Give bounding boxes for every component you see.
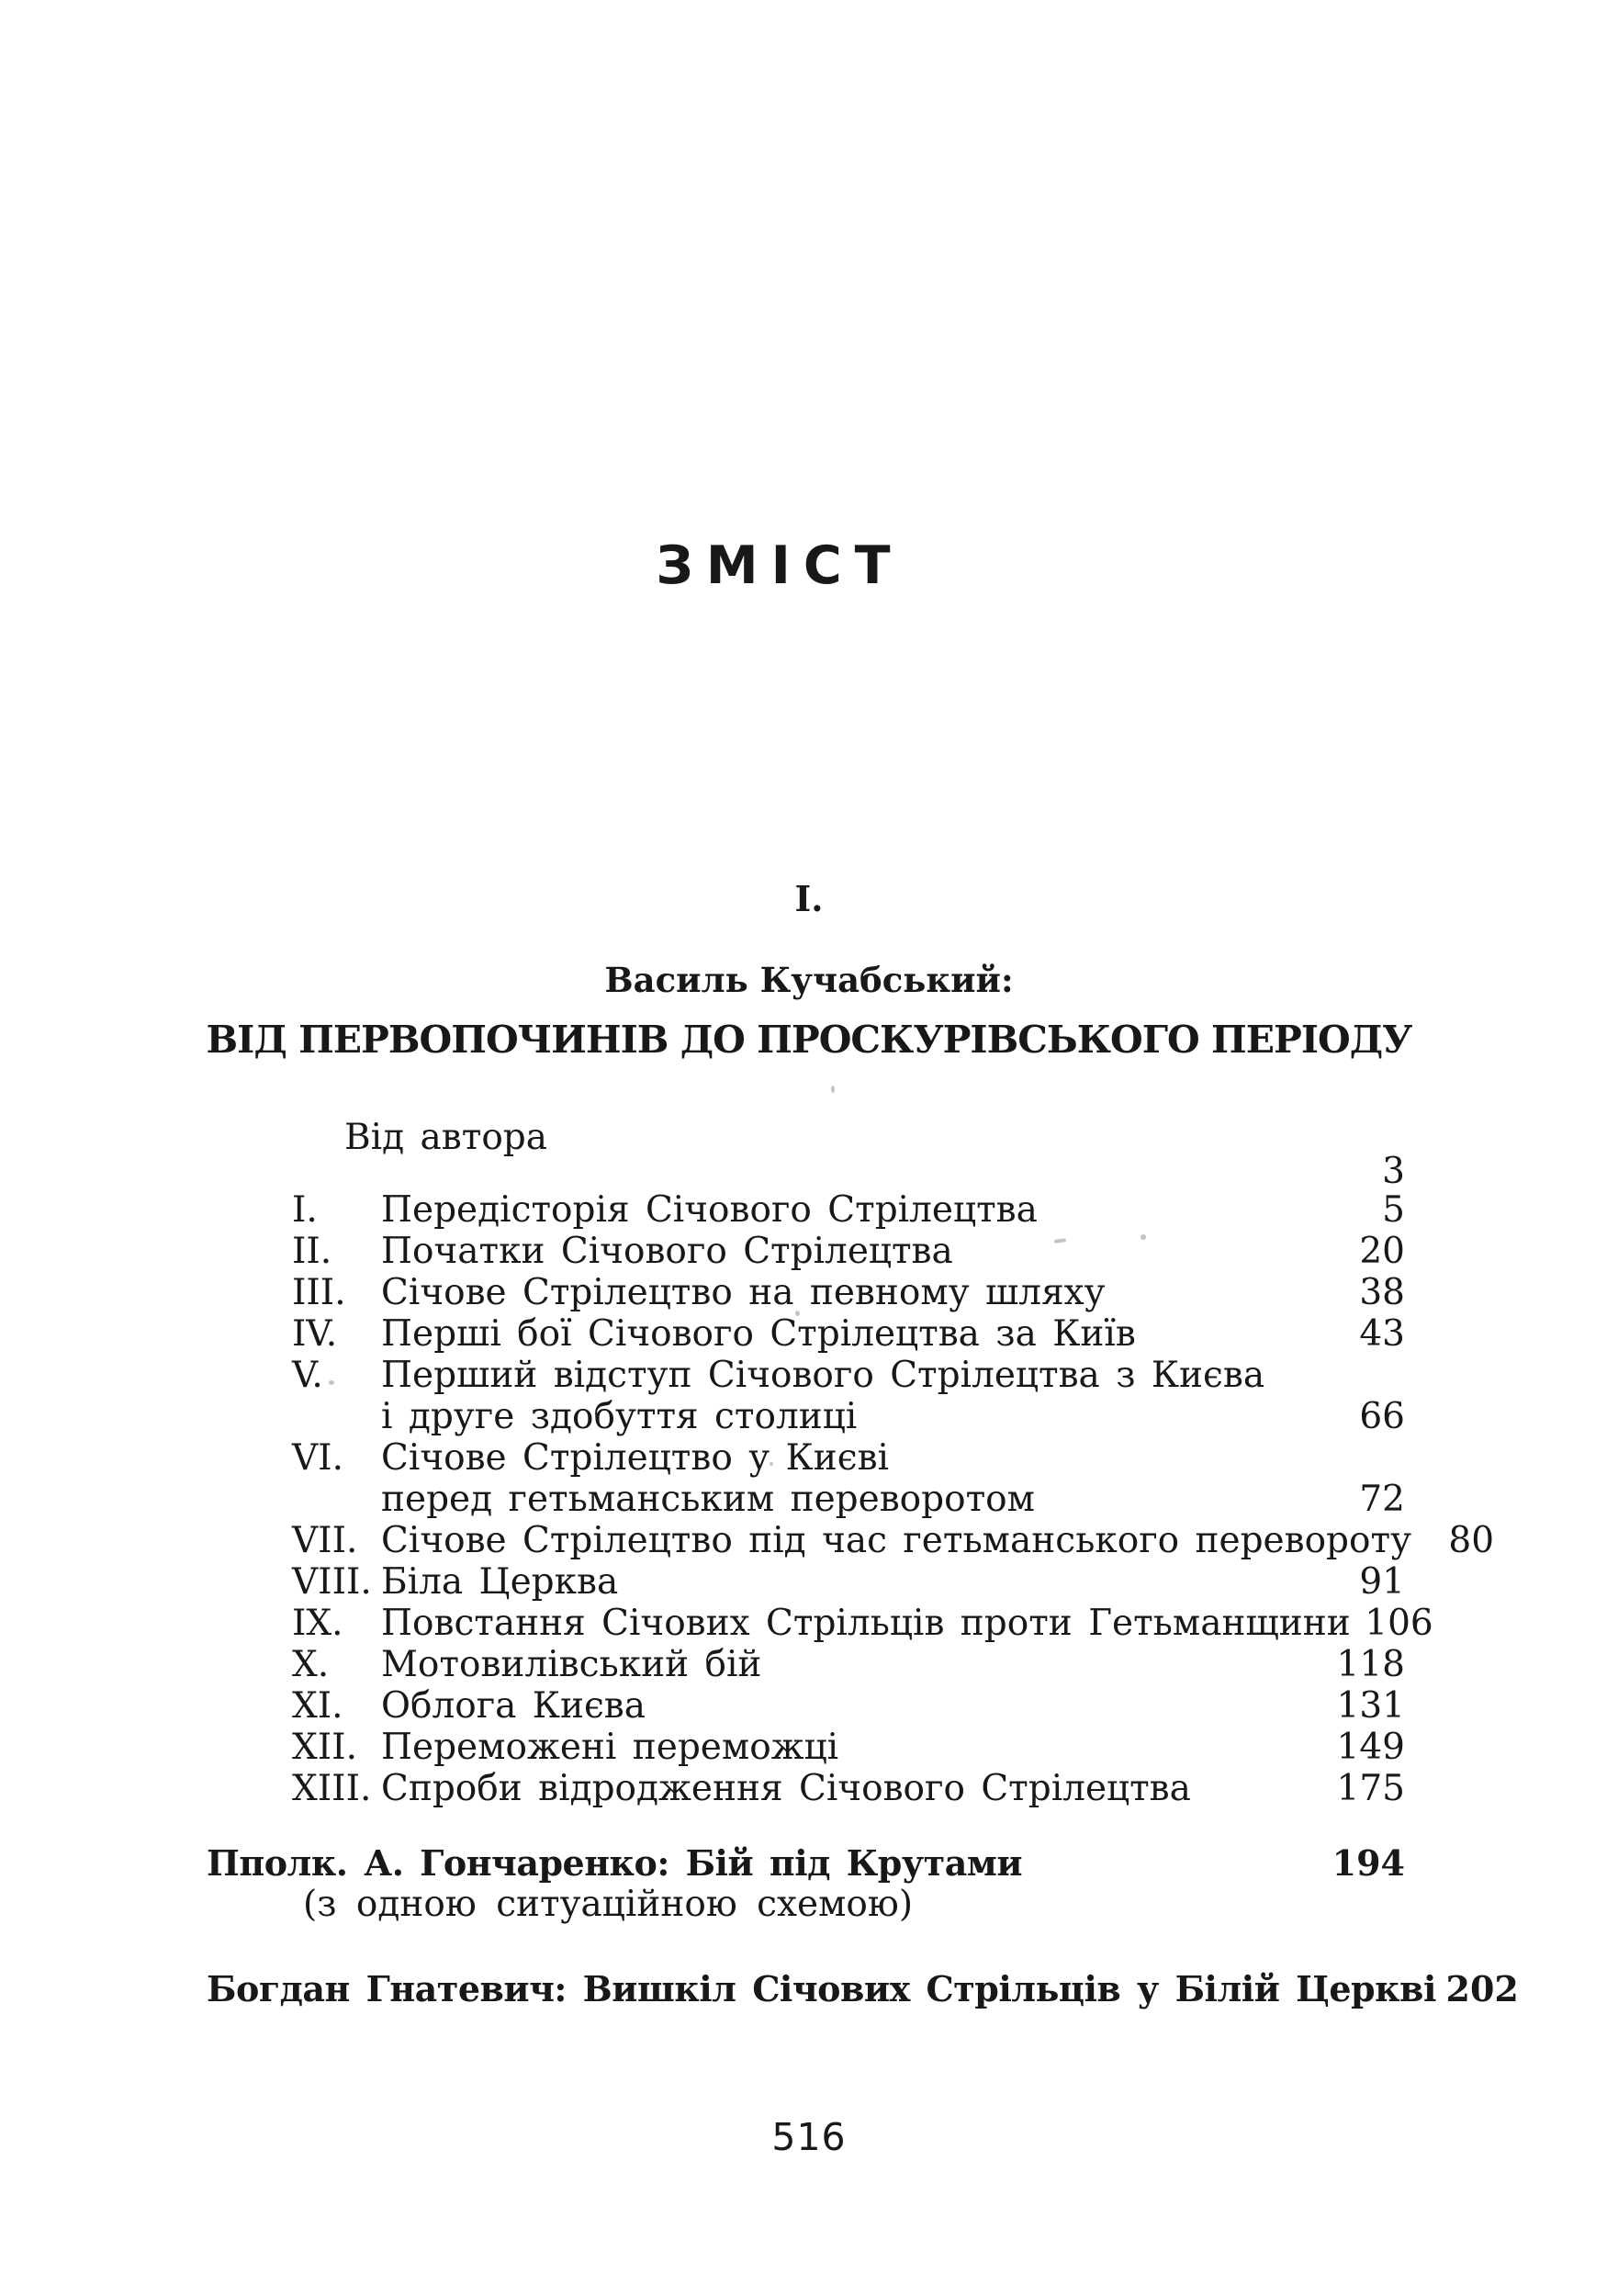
toc-page-number: 131 <box>1336 1685 1405 1727</box>
toc-page-number: 149 <box>1336 1727 1405 1768</box>
toc-entry-title <box>381 1154 1322 1189</box>
page-title-text: ЗМІСТ <box>656 535 904 596</box>
toc-roman-numeral: VIII. <box>292 1561 372 1603</box>
toc-roman-numeral: V. <box>292 1355 323 1396</box>
toc-page-number: 43 <box>1359 1313 1405 1355</box>
toc-page-number: 3 <box>1382 1151 1405 1192</box>
folio-page-number: 516 <box>771 2115 847 2159</box>
toc-page-number: 175 <box>1336 1768 1405 1809</box>
toc-extra-row <box>207 1842 1405 1884</box>
toc-entry-title: Початки Січового Стрілецтва <box>381 1231 953 1272</box>
toc-row <box>292 1437 1405 1479</box>
toc-row <box>292 1644 1405 1685</box>
toc-page-number <box>1322 1122 1405 1154</box>
toc-extra-row <box>207 1884 1405 1925</box>
toc-list <box>292 1117 1495 1809</box>
toc-roman-numeral: IX. <box>292 1603 343 1644</box>
toc-row <box>292 1355 1405 1396</box>
toc-entry-title: Біла Церква <box>381 1561 619 1603</box>
toc-page-number: 118 <box>1336 1644 1405 1685</box>
toc-roman-numeral: XII. <box>292 1727 357 1768</box>
toc-page-number: 20 <box>1359 1231 1405 1272</box>
toc-page-number: 194 <box>1331 1842 1405 1884</box>
scan-speck <box>329 1380 334 1385</box>
toc-extra-row <box>207 1968 1519 2009</box>
toc-row <box>292 1189 1405 1231</box>
toc-roman-numeral: XIII. <box>292 1768 372 1809</box>
toc-row <box>292 1313 1405 1355</box>
toc-row <box>292 1396 1405 1437</box>
toc-entry-title: Передісторія Січового Стрілецтва <box>381 1189 1038 1231</box>
toc-roman-numeral: I. <box>292 1189 318 1231</box>
part-title: ВІД ПЕРВОПОЧИНІВ ДО ПРОСКУРІВСЬКОГО ПЕРІОДУ <box>206 1018 1412 1062</box>
scan-speck <box>770 1462 773 1466</box>
toc-row <box>292 1151 1405 1192</box>
toc-page-number: 106 <box>1365 1603 1433 1644</box>
toc-entry-title: Січове Стрілецтво у Києві <box>381 1437 890 1479</box>
toc-page-number: 91 <box>1359 1561 1405 1603</box>
toc-row <box>292 1768 1405 1809</box>
toc-entry-title: Спроби відродження Січового Стрілецтва <box>381 1768 1191 1809</box>
toc-roman-numeral: VI. <box>292 1437 343 1479</box>
toc-page-number: 202 <box>1445 1968 1519 2009</box>
toc-entry-title: Січове Стрілецтво на певному шляху <box>381 1272 1106 1313</box>
toc-roman-numeral: II. <box>292 1231 332 1272</box>
toc-row <box>292 1561 1405 1603</box>
scan-speck <box>795 1311 800 1316</box>
toc-page-number <box>1322 1355 1405 1396</box>
toc-entry-title: Повстання Січових Стрільців проти Гетьманщини <box>381 1603 1351 1644</box>
toc-entry-title: Облога Києва <box>381 1685 646 1727</box>
toc-row <box>292 1727 1405 1768</box>
toc-page-number <box>1322 1884 1405 1925</box>
toc-roman-numeral <box>292 1479 381 1520</box>
toc-roman-numeral <box>292 1122 344 1154</box>
toc-page-number <box>1322 1437 1405 1479</box>
toc-entry-title: Січове Стрілецтво під час гетьманського перевороту <box>381 1520 1412 1561</box>
toc-roman-numeral <box>292 1396 381 1437</box>
toc-roman-numeral: XI. <box>292 1685 343 1727</box>
toc-row <box>292 1603 1433 1644</box>
toc-entry-title: перед гетьманським переворотом <box>381 1479 1035 1520</box>
toc-row <box>292 1231 1405 1272</box>
toc-row <box>292 1685 1405 1727</box>
section-numeral: I. <box>794 878 824 919</box>
toc-page-number: 5 <box>1382 1189 1405 1231</box>
toc-roman-numeral: IV. <box>292 1313 338 1355</box>
toc-page-number: 72 <box>1359 1479 1405 1520</box>
toc-page-number: 38 <box>1359 1272 1405 1313</box>
toc-row <box>292 1520 1495 1561</box>
toc-entry-title: Мотовилівський бій <box>381 1644 762 1685</box>
toc-extra-title: Богдан Гнатевич: Вишкіл Січових Стрільців у Білій Церкві <box>207 1968 1436 2009</box>
toc-roman-numeral <box>292 1154 381 1189</box>
toc-row <box>292 1272 1405 1313</box>
toc-entry-title: Перші бої Січового Стрілецтва за Київ <box>381 1313 1136 1355</box>
scan-speck <box>831 1086 835 1093</box>
page-title <box>0 537 1618 594</box>
toc-row <box>292 1479 1405 1520</box>
toc-page-number: 80 <box>1448 1520 1495 1561</box>
toc-entry-title: Перший відступ Січового Стрілецтва з Києва <box>381 1355 1265 1396</box>
author-heading: Василь Кучабський: <box>604 960 1014 1000</box>
toc-entry-title: і друге здобуття столиці <box>381 1396 858 1437</box>
toc-roman-numeral: III. <box>292 1272 346 1313</box>
toc-extra-entries <box>207 1842 1519 2009</box>
toc-entry-title: Переможені переможці <box>381 1727 839 1768</box>
scan-speck <box>1140 1234 1146 1240</box>
toc-extra-title: Пполк. А. Гончаренко: Бій під Крутами <box>207 1842 1023 1884</box>
toc-roman-numeral: VII. <box>292 1520 358 1561</box>
toc-extra-title: (з одною ситуаційною схемою) <box>303 1884 914 1925</box>
toc-entry-title: Від автора <box>344 1117 548 1158</box>
toc-page-number: 66 <box>1359 1396 1405 1437</box>
toc-row <box>292 1117 1405 1158</box>
toc-roman-numeral: X. <box>292 1644 330 1685</box>
